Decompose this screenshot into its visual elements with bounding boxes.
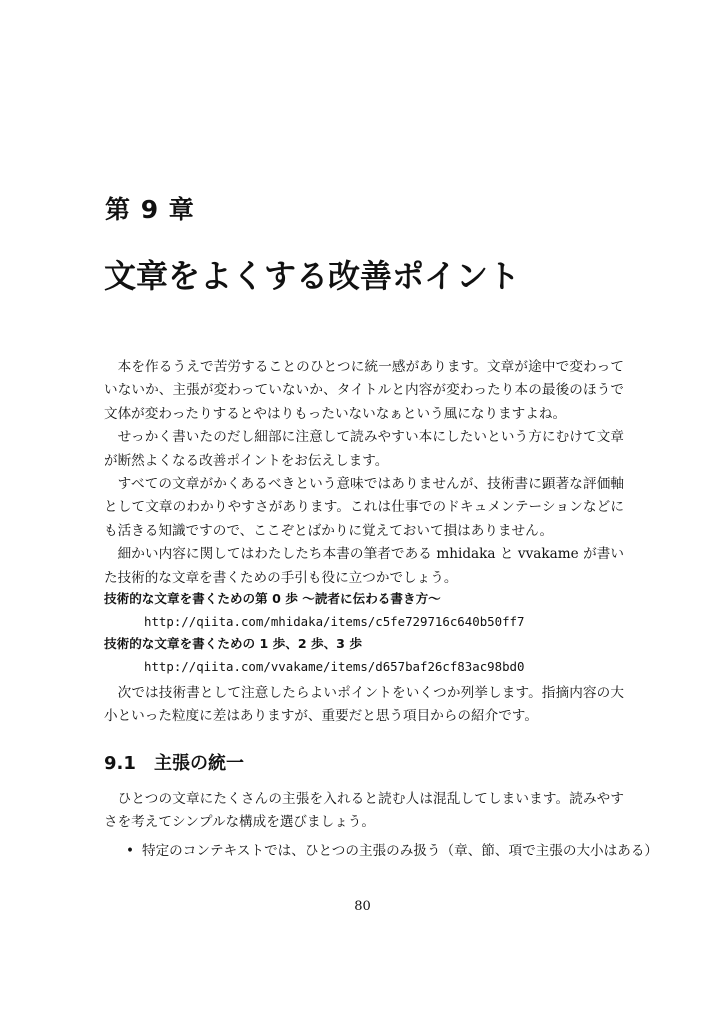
section-paragraph: ひとつの文章にたくさんの主張を入れると読む人は混乱してしまいます。読みやすさを考えてシンプルな構成を選びましょう。 — [104, 791, 624, 831]
bullet-marker: • — [126, 843, 135, 859]
section-number: 9.1 — [104, 753, 136, 774]
section-heading — [104, 752, 244, 776]
intro-paragraph: 細かい内容に関してはわたしたち本書の筆者である mhidaka と vvakame が書いた技術的な文章を書くための手引も役に立つかでしょう。 — [104, 546, 624, 586]
reference-list — [104, 588, 624, 678]
section-title: 主張の統一 — [154, 753, 244, 774]
chapter-number: 第 9 章 — [105, 195, 195, 224]
bullet-item — [104, 840, 659, 863]
reference-title: 技術的な文章を書くための第 0 歩 〜読者に伝わる書き方〜 — [104, 591, 441, 606]
bullet-list — [104, 840, 659, 863]
after-references-paragraph: 次では技術書として注意したらよいポイントをいくつか列挙します。指摘内容の大小といった粒度に差はありますが、重要だと思う項目からの紹介です。 — [104, 685, 624, 725]
reference-title: 技術的な文章を書くための 1 歩、2 歩、3 歩 — [104, 635, 362, 651]
reference-url[interactable]: http://qiita.com/vvakame/items/d657baf26cf83ac98bd0 — [144, 658, 525, 674]
chapter-title: 文章をよくする改善ポイント — [104, 257, 521, 295]
intro-paragraph: 本を作るうえで苦労することのひとつに統一感があります。文章が途中で変わっていないか、主張が変わっていないか、タイトルと内容が変わったり本の最後のほうで文体が変わったりするとやはりもったいないなぁという風になりますよね。 — [104, 359, 624, 422]
section-body — [104, 788, 624, 835]
bullet-text: 特定のコンテキストでは、ひとつの主張のみ扱う（章、節、項で主張の大小はある） — [142, 843, 659, 859]
reference-url[interactable]: http://qiita.com/mhidaka/items/c5fe729716c640b50ff7 — [144, 613, 525, 629]
intro-paragraph: すべての文章がかくあるべきという意味ではありませんが、技術書に顕著な評価軸として文章のわかりやすさがあります。これは仕事でのドキュメンテーションなどにも活きる知識ですので、ここぞとばかりに覚えておいて損はありません。 — [104, 476, 624, 539]
intro-paragraph: せっかく書いたのだし細部に注意して読みやすい本にしたいという方にむけて文章が断然よくなる改善ポイントをお伝えします。 — [104, 429, 624, 469]
page-number: 80 — [354, 899, 371, 914]
after-references-section — [104, 682, 624, 729]
intro-section — [104, 356, 624, 590]
